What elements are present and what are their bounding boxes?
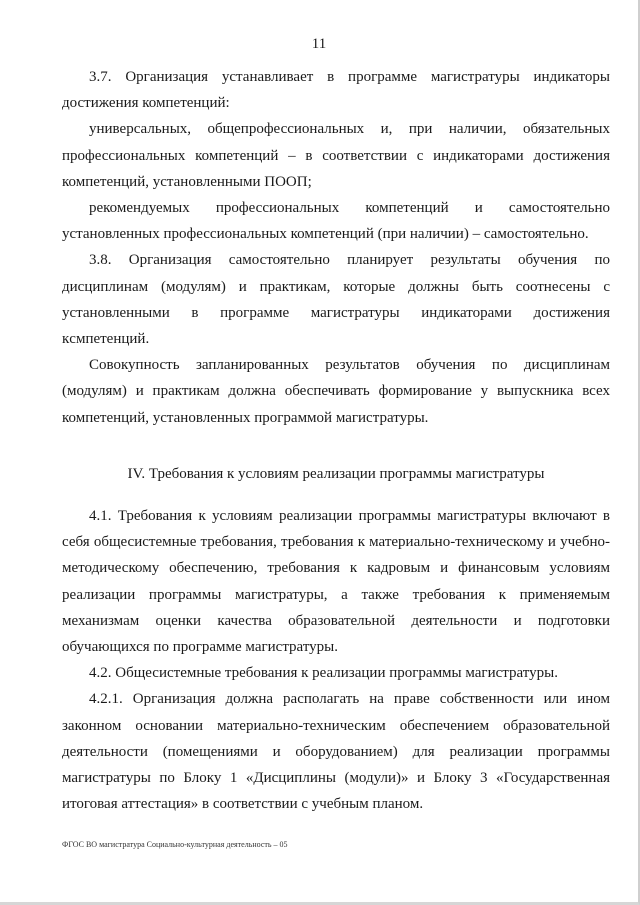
paragraph-learning-outcomes: Совокупность запланированных результатов обучения по дисциплинам (модулям) и практикам должна обеспечивать формирование у выпускника всех компетенций, установленных программой магистратуры. bbox=[62, 357, 610, 426]
paragraph-3-7: 3.7. Организация устанавливает в программе магистратуры индикаторы достижения компетенций: bbox=[62, 69, 610, 112]
paragraph-3-8: 3.8. Организация самостоятельно планирует результаты обучения по дисциплинам (модулям) и практикам, которые должны быть соотнесены с установленными в программе магистратуры индикаторами достижения кcмпетенций. bbox=[62, 252, 610, 348]
paragraph-4-2-1: 4.2.1. Организация должна располагать на праве собственности или ином законном основании материально-техническим обеспечением образовательной деятельности (помещениями и оборудованием) для реализации программы магистратуры по Блоку 1 «Дисциплины (модули)» и Блоку 3 «Государственная итоговая аттестация» в соответствии с учебным планом. bbox=[62, 691, 610, 813]
paragraph-4-2: 4.2. Общесистемные требования к реализации программы магистратуры. bbox=[89, 665, 558, 682]
section-heading: IV. Требования к условиям реализации программы магистратуры bbox=[127, 465, 545, 482]
document-body bbox=[62, 64, 610, 817]
document-footer: ФГОС ВО магистратура Социально-культурная деятельность – 05 bbox=[62, 840, 288, 849]
page-number: 11 bbox=[311, 36, 327, 52]
paragraph-universal-competencies: универсальных, общепрофессиональных и, при наличии, обязательных профессиональных компетенций – в соответствии с индикаторами достижения компетенций, установленными ПООП; bbox=[62, 121, 610, 190]
paragraph-recommended-competencies: рекомендуемых профессиональных компетенций и самостоятельно установленных профессиональных компетенций (при наличии) – самостоятельно. bbox=[62, 200, 610, 243]
paragraph-4-1: 4.1. Требования к условиям реализации программы магистратуры включают в себя общесистемные требования, требования к материально-техническому и учебно-методическому обеспечению, требования к кадровым и финансовым условиям реализации программы магистратуры, а также требования к применяемым механизмам оценки качества образовательной деятельности и подготовки обучающихся по программе магистратуры. bbox=[62, 508, 610, 656]
